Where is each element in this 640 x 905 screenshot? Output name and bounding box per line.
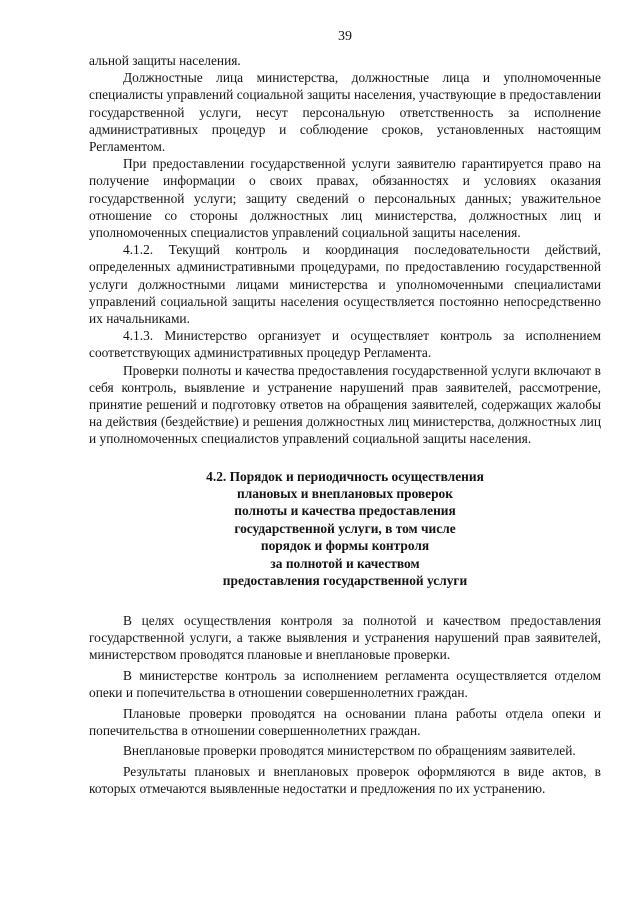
paragraph-inspections: Проверки полноты и качества предоставления государственной услуги включают в себя контроль, выявление и устранение нарушений прав заявителей, рассмотрение, принятие решений и подготовку ответов на обращения заявителей, содержащих жалобы на действия (бездействие) и решения должностных лиц министерства, должностных лиц и уполномоченных специалистов управлений социальной защиты населения. xyxy=(89,362,601,447)
paragraph-guarantees: При предоставлении государственной услуги заявителю гарантируется право на получение информации о своих правах, обязанностях и условиях оказания государственной услуги; защиту сведений о персональных данных; уважительное отношение со стороны должностных лиц министерства, должностных лиц и уполномоченных специалистов управлений социальной защиты населения. xyxy=(89,156,601,241)
paragraph-responsibility: Должностные лица министерства, должностные лица и уполномоченные специалисты управлений социальной защиты населения, участвующие в предоставлении государственной услуги, несут персональную ответственность за исполнение административных процедур и соблюдение сроков, установленных настоящим Регламентом. xyxy=(89,70,601,155)
section-4-1-text xyxy=(89,52,601,448)
heading-line: за полнотой и качеством xyxy=(270,555,420,571)
heading-line: государственной услуги, в том числе xyxy=(234,520,456,536)
heading-line: порядок и формы контроля xyxy=(260,538,430,554)
section-4-2-text xyxy=(89,612,601,798)
paragraph-unplanned-inspections: Внеплановые проверки проводятся министерством по обращениям заявителей. xyxy=(123,743,576,759)
section-heading-4-2 xyxy=(89,468,601,590)
paragraph-continuation: альной защиты населения. xyxy=(89,53,241,68)
heading-line: плановых и внеплановых проверок xyxy=(237,486,453,502)
page-number: 39 xyxy=(338,29,352,44)
paragraph-control-purpose: В целях осуществления контроля за полнотой и качеством предоставления государственной услуги, а также выявления и устранения нарушений прав заявителей, министерством проводятся плановые и внеплановые проверки. xyxy=(89,612,601,663)
heading-line: предоставления государственной услуги xyxy=(222,573,468,589)
paragraph-control-department: В министерстве контроль за исполнением регламента осуществляется отделом опеки и попечительства в отношении совершеннолетних граждан. xyxy=(89,667,601,701)
heading-line: полноты и качества предоставления xyxy=(234,503,456,519)
paragraph-4-1-2: 4.1.2. Текущий контроль и координация последовательности действий, определенных административными процедурами, по предоставлению государственной услуги должностными лицами министерства и уполномоченными специалистами управлений социальной защиты населения осуществляется постоянно непосредственно их начальниками. xyxy=(89,242,601,327)
paragraph-inspection-results: Результаты плановых и внеплановых проверок оформляются в виде актов, в которых отмечаются выявленные недостатки и предложения по их устранению. xyxy=(89,763,601,797)
paragraph-4-1-3: 4.1.3. Министерство организует и осуществляет контроль за исполнением соответствующих административных процедур Регламента. xyxy=(89,328,601,361)
heading-line: 4.2. Порядок и периодичность осуществления xyxy=(206,468,484,484)
paragraph-planned-inspections: Плановые проверки проводятся на основании плана работы отдела опеки и попечительства в отношении совершеннолетних граждан. xyxy=(89,705,601,738)
